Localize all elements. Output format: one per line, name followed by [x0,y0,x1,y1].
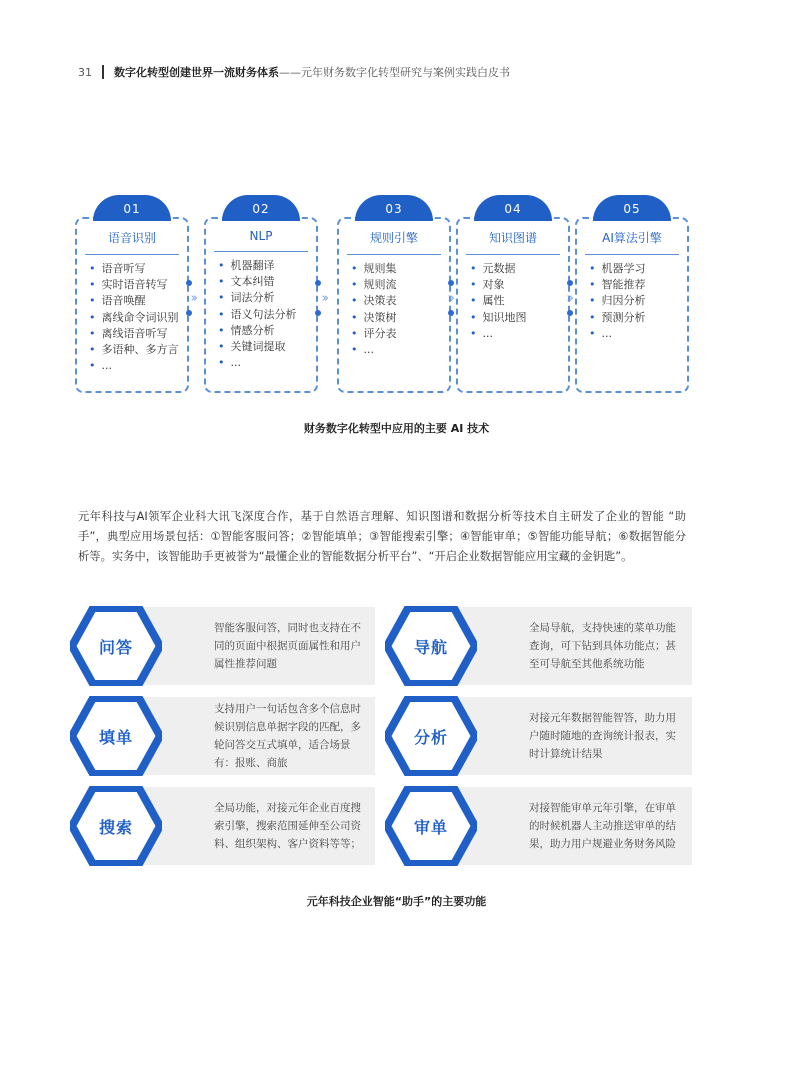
function-description: 全局导航，支持快速的菜单功能查询，可下钻到具体功能点；甚至可导航至其他系统功能 [529,622,676,670]
card-title: 知识图谱 [488,231,537,245]
connector [318,280,337,320]
card-title: AI算法引擎 [602,231,662,245]
list-item: • 机器学习 [589,261,687,277]
function-label: 填单 [98,727,133,747]
ai-tech-caption: 财务数字化转型中应用的主要 AI 技术 [303,422,490,435]
list-item: • 决策表 [351,293,449,309]
function-label: 搜索 [98,817,133,837]
chevron-right-icon: ›› [190,291,195,306]
card-title: NLP [249,229,273,243]
list-item: • 关键词提取 [218,339,316,355]
list-item: • 语音唤醒 [89,293,187,309]
list-item: • 词法分析 [218,290,316,306]
chevron-right-icon: ›› [566,291,571,306]
list-item: • 决策树 [351,310,449,326]
connector-dot [186,310,192,316]
connector-dot [315,280,321,286]
list-item: • 知识地图 [470,310,568,326]
list-item: • 归因分析 [589,293,687,309]
ai-tech-card [204,202,318,393]
list-item: • 属性 [470,293,568,309]
function-hexagon [70,696,162,776]
list-item: • 元数据 [470,261,568,277]
header-divider [102,65,104,79]
function-label: 问答 [98,637,133,657]
list-item: • ... [351,342,449,358]
list-item: • 离线语音听写 [89,326,187,342]
function-description: 支持用户一句话包含多个信息时候识别信息单据字段的匹配，多轮问答交互式填单，适合场景有：报账、商旅 [214,703,361,769]
connector-dot [567,310,573,316]
function-description: 对接元年数据智能智答，助力用户随时随地的查询统计报表，实时计算统计结果 [529,712,676,760]
function-label: 导航 [413,637,448,657]
list-item: • 语音听写 [89,261,187,277]
card-item-list [339,261,449,358]
card-item-list [77,261,187,374]
list-item: • 实时语音转写 [89,277,187,293]
card-number-tab: 02 [222,195,300,221]
card-number-tab: 03 [355,195,433,221]
ai-tech-card [575,202,689,393]
card-item-list [206,258,316,371]
card-divider [585,254,679,255]
function-hexagon [385,786,477,866]
header-subtitle: ——元年财务数字化转型研究与案例实践白皮书 [279,66,510,79]
connector-dot [448,310,454,316]
ai-tech-card [75,202,189,393]
function-hexagon [70,606,162,686]
list-item: • ... [218,355,316,371]
function-label: 审单 [413,817,448,837]
header-title: 数字化转型创建世界一流财务体系 [114,66,279,79]
body-paragraph: 元年科技与AI领军企业科大讯飞深度合作，基于自然语言理解、知识图谱和数据分析等技术自主研发了企业的智能 “助手”，典型应用场景包括：①智能客服问答；②智能填单；③智能搜索引擎；④智能审单；⑤智能功能导航；⑥数据智能分析等。实务中，该智能助手更被誉为“最懂企业的智能数据分析平台”、“开启企业数据智能应用宝藏的金钥匙”。 [78,510,686,563]
chevron-right-icon: ›› [447,291,452,306]
page-header [78,64,510,80]
card-divider [85,254,179,255]
list-item: • ... [89,358,187,374]
function-description: 对接智能审单元年引擎，在审单的时候机器人主动推送审单的结果，助力用户规避业务财务风险 [529,802,676,850]
list-item: • 文本纠错 [218,274,316,290]
card-item-list [458,261,568,342]
list-item: • 语义句法分析 [218,307,316,323]
function-description: 智能客服问答，同时也支持在不同的页面中根据页面属性和用户属性推荐问题 [214,622,361,670]
list-item: • ... [589,326,687,342]
card-item-list [577,261,687,342]
list-item: • 机器翻译 [218,258,316,274]
list-item: • 离线命令词识别 [89,310,187,326]
card-number-tab: 04 [474,195,552,221]
card-divider [466,254,560,255]
card-number-tab: 05 [593,195,671,221]
list-item: • 预测分析 [589,310,687,326]
connector-dot [315,310,321,316]
connector-dot [567,280,573,286]
list-item: • 评分表 [351,326,449,342]
ai-tech-card [337,202,451,393]
function-label: 分析 [413,727,448,747]
list-item: • 情感分析 [218,323,316,339]
function-hexagon [385,696,477,776]
chevron-right-icon: ›› [321,291,326,306]
function-description: 全局功能，对接元年企业百度搜索引擎，搜索范围延伸至公司资料、组织架构、客户资料等等； [214,802,361,850]
page-number: 31 [78,65,92,79]
list-item: • ... [470,326,568,342]
card-title: 规则引擎 [369,231,418,245]
connector-dot [448,280,454,286]
function-hexagon [70,786,162,866]
list-item: • 智能推荐 [589,277,687,293]
card-title: 语音识别 [107,231,156,245]
ai-tech-card [456,202,570,393]
function-hexagon [385,606,477,686]
list-item: • 对象 [470,277,568,293]
functions-caption: 元年科技企业智能“助手”的主要功能 [306,895,487,908]
list-item: • 多语种、多方言 [89,342,187,358]
card-number-tab: 01 [93,195,171,221]
connector-dot [186,280,192,286]
list-item: • 规则集 [351,261,449,277]
card-divider [347,254,441,255]
list-item: • 规则流 [351,277,449,293]
card-divider [214,251,308,252]
connector [189,280,204,320]
